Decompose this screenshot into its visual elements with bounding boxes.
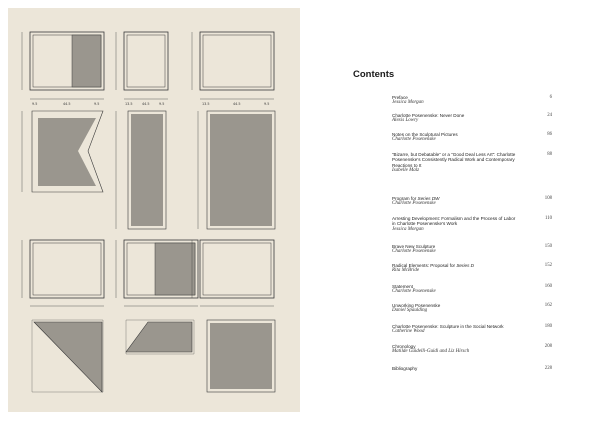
toc-entry-page-number: 150: [544, 244, 552, 249]
toc-entry-author: Charlotte Posenenske: [392, 137, 436, 143]
toc-entry[interactable]: [392, 113, 552, 124]
toc-entry-title: Brave New Sculpture: [392, 244, 436, 249]
toc-entry-page-number: 208: [544, 344, 552, 349]
toc-entry-author: Daniel Spaulding: [392, 308, 428, 314]
toc-entry-title: Preface: [392, 95, 408, 100]
contents-page: [300, 8, 592, 412]
toc-entry[interactable]: [392, 152, 552, 174]
drawing-box: [200, 240, 274, 298]
toc-entry-author: Charlotte Posenenske: [392, 289, 436, 295]
toc-entry[interactable]: [392, 216, 552, 232]
toc-entry-page-number: 86: [547, 132, 552, 137]
shaded-triangle: [34, 322, 102, 392]
toc-entry-page-number: 24: [547, 113, 552, 118]
toc-entry[interactable]: [392, 196, 552, 207]
technical-drawing-page: [8, 8, 300, 412]
shaded-panel: [155, 243, 195, 295]
toc-entry-author: Charlotte Posenenske: [392, 201, 436, 207]
shaded-square: [210, 323, 272, 389]
drawing-box: [124, 32, 168, 90]
toc-entry-page-number: 160: [544, 284, 552, 289]
toc-entry-author: Catherine Wood: [392, 329, 425, 335]
toc-entry-page-number: 228: [544, 366, 552, 371]
toc-entry[interactable]: [392, 303, 552, 314]
dimension-label: 9.5: [32, 102, 38, 106]
toc-entry-title: Arresting Development: Formalism and the Process of Labor in Charlotte Posenenske’s Work: [392, 216, 516, 227]
toc-entry-page-number: 162: [544, 303, 552, 308]
toc-entry-title-text: Radical Elements: Proposal for: [392, 263, 457, 268]
shaded-column: [210, 114, 272, 226]
toc-entry-page-number: 108: [544, 196, 552, 201]
toc-entry[interactable]: [392, 366, 552, 371]
toc-entry-page-number: 180: [544, 324, 552, 329]
dimension-label: 13.5: [202, 102, 210, 106]
technical-drawing: [8, 8, 300, 412]
toc-entry-author: Charlotte Posenenske: [392, 249, 436, 255]
contents-heading: Contents: [353, 69, 395, 80]
dimension-label: 44.5: [233, 102, 241, 106]
toc-entry[interactable]: [392, 95, 552, 106]
toc-entry-title: “Bizarre, but Debatable” or a “Good Deal Less Art”: Charlotte Posenenske’s Consistently Radical Work and Contemporary Reactions to It: [392, 152, 516, 168]
shaded-column: [131, 114, 163, 226]
toc-entry-author: Alexis Lowry: [392, 118, 419, 124]
dimension-label: 9.5: [159, 102, 165, 106]
toc-entry-author: Isabelle Malz: [392, 168, 420, 174]
toc-entry-author: Matilde Guidelli-Guidi and Liz Hirsch: [392, 349, 470, 355]
dimension-label: 13.5: [125, 102, 133, 106]
toc-entry-page-number: 110: [544, 216, 552, 221]
toc-entry-title: Charlotte Posenenske: Sculpture in the Social Network: [392, 324, 504, 329]
toc-entry-title: Bibliography: [392, 366, 418, 371]
toc-entry-title: Unworking Posenenske: [392, 303, 441, 308]
toc-entry-title: Notes on the Sculptural Pictures: [392, 132, 458, 137]
toc-entry-title: Statement: [392, 284, 413, 289]
drawing-box: [200, 32, 274, 90]
dimension-label: 9.5: [264, 102, 270, 106]
toc-entry-title-emphasis: Series DW: [417, 196, 440, 201]
toc-entry[interactable]: [392, 244, 552, 255]
shaded-chevron: [38, 118, 96, 186]
toc-entry-page-number: 152: [544, 263, 552, 268]
toc-entry-author: Jessica Morgan: [392, 226, 424, 232]
dimension-label: 44.5: [63, 102, 71, 106]
dimension-label: 9.5: [94, 102, 100, 106]
toc-entry-page-number: 88: [547, 152, 552, 157]
toc-entry[interactable]: [392, 284, 552, 295]
drawing-box: [30, 240, 104, 298]
toc-entry[interactable]: [392, 324, 552, 335]
dimension-label: 44.5: [142, 102, 150, 106]
shaded-panel: [72, 35, 101, 87]
toc-entry-title-text: Program for: [392, 196, 418, 201]
toc-entry-page-number: 6: [549, 95, 552, 100]
toc-entry-title: Chronology: [392, 344, 416, 349]
toc-entry-author: Rita McBride: [392, 268, 420, 274]
toc-entry[interactable]: [392, 344, 552, 355]
toc-entry-title: Charlotte Posenenske: Never Done: [392, 113, 465, 118]
toc-entry-title-emphasis: Series D: [456, 263, 474, 268]
toc-entry[interactable]: [392, 132, 552, 143]
toc-entry[interactable]: [392, 263, 552, 274]
toc-entry-author: Jessica Morgan: [392, 100, 424, 106]
shaded-trapezoid: [126, 322, 192, 352]
